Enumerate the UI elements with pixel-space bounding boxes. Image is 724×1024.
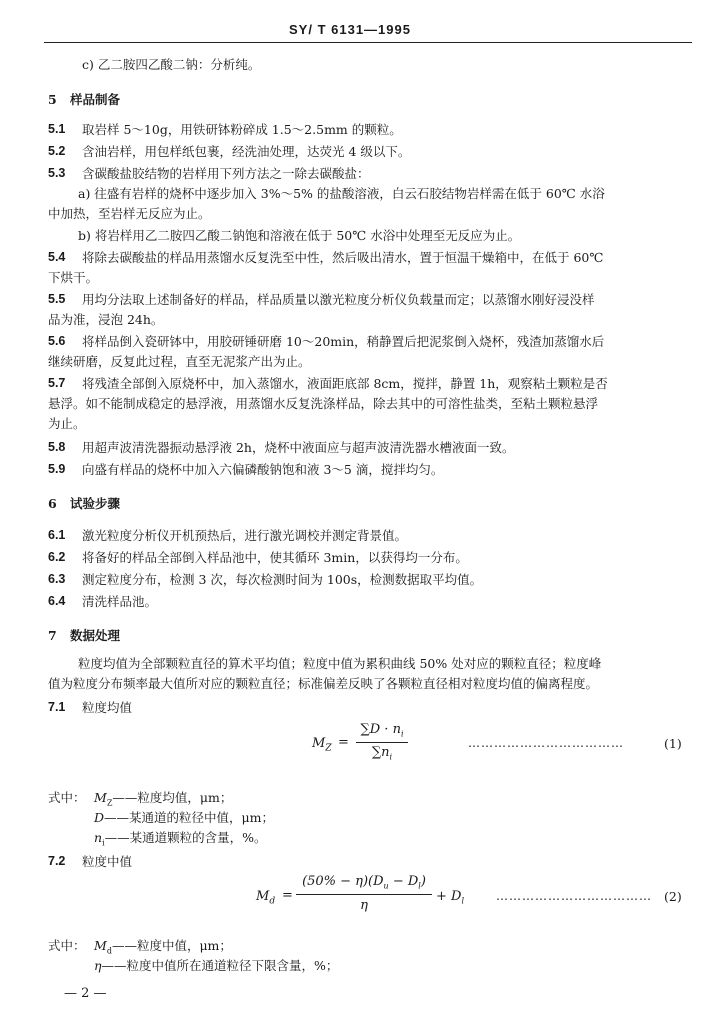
f1-equals: =	[338, 735, 349, 750]
clause-6-2-text: 将备好的样品全部倒入样品池中，使其循环 3min，以获得均一分布。	[82, 550, 468, 565]
clause-5-4-line2: 下烘干。	[48, 270, 99, 285]
w2-symbol-md: M	[94, 938, 107, 953]
f2-equals: =	[282, 888, 293, 903]
formula-1-leader-dots: ………………………………	[468, 736, 624, 750]
formula-1-number: (1)	[664, 736, 682, 751]
section-6-number: 6	[48, 496, 57, 511]
w2-eta-desc: ——粒度中值所在通道粒径下限含量，%；	[101, 958, 339, 973]
f1-fraction-bar	[356, 742, 408, 743]
clause-5-5-line1: 用均分法取上述制备好的样品，样品质量以激光粒度分析仪负载量而定；以蒸馏水刚好浸没样	[82, 292, 595, 307]
clause-5-7-line3: 为止。	[48, 416, 86, 431]
formula-2-leader-dots: ………………………………	[496, 889, 652, 903]
f2-lhs-sub: d	[269, 896, 276, 907]
section-5-number: 5	[48, 92, 57, 107]
clause-5-3-a-line1: a) 往盛有岩样的烧杯中逐步加入 3%～5% 的盐酸溶液，白云石胶结物岩样需在低于 60℃ 水浴	[78, 186, 605, 201]
clause-7-1-title: 粒度均值	[82, 700, 133, 715]
section-7-number: 7	[48, 628, 57, 643]
clause-5-5-number: 5.5	[48, 292, 66, 306]
clause-6-2-number: 6.2	[48, 550, 66, 564]
f2-fraction-bar	[296, 894, 432, 895]
clause-5-7-line2: 悬浮。如不能制成稳定的悬浮液，用蒸馏水反复洗涤样品，除去其中的可溶性盐类，至粘土颗粒悬浮	[48, 396, 599, 411]
paragraph-7-line1: 粒度均值为全部颗粒直径的算术平均值；粒度中值为累积曲线 50% 处对应的颗粒直径；粒度峰	[78, 656, 602, 671]
f2-numerator-mid: − D	[388, 874, 419, 889]
clause-5-8-number: 5.8	[48, 440, 66, 454]
w1-symbol-d: D	[94, 810, 105, 825]
clause-5-4-number: 5.4	[48, 250, 66, 264]
running-header: SY/ T 6131—1995	[289, 22, 411, 37]
header-rule	[44, 42, 692, 43]
clause-5-3-a-line2: 中加热，至岩样无反应为止。	[48, 206, 211, 221]
formula-2-number: (2)	[664, 889, 682, 904]
formula-2	[250, 872, 470, 922]
paragraph-7-line2: 值为粒度分布频率最大值所对应的颗粒直径；标准偏差反映了各颗粒直径相对粒度均值的偏离程度。	[48, 676, 599, 691]
clause-5-6-line1: 将样品倒入瓷研钵中，用胶研锤研磨 10～20min，稍静置后把泥浆倒入烧杯，残渣加蒸馏水后	[82, 334, 605, 349]
page-number: — 2 —	[64, 986, 107, 1001]
clause-5-9-text: 向盛有样品的烧杯中加入六偏磷酸钠饱和液 3～5 滴，搅拌均匀。	[82, 462, 444, 477]
where-2-lead: 式中：	[48, 938, 86, 953]
clause-6-1-number: 6.1	[48, 528, 66, 542]
w1-mz-desc: ——粒度均值，μm；	[112, 790, 233, 805]
f1-lhs-sub: Z	[325, 743, 332, 754]
f1-numerator-sub: i	[400, 729, 404, 739]
clause-5-2-number: 5.2	[48, 144, 66, 158]
list-item-c: c) 乙二胺四乙酸二钠：分析纯。	[82, 57, 261, 72]
clause-5-9-number: 5.9	[48, 462, 66, 476]
clause-5-5-line2: 品为准，浸泡 24h。	[48, 312, 164, 327]
clause-5-3-b: b) 将岩样用乙二胺四乙酸二钠饱和溶液在低于 50℃ 水浴中处理至无反应为止。	[78, 228, 521, 243]
f1-denominator: ∑n	[371, 745, 390, 760]
f2-denominator: η	[360, 898, 368, 913]
clause-5-4-line1: 将除去碳酸盐的样品用蒸馏水反复洗至中性，然后吸出清水，置于恒温干燥箱中，在低于 60℃	[82, 250, 604, 265]
clause-6-4-number: 6.4	[48, 594, 66, 608]
clause-5-1-number: 5.1	[48, 122, 66, 136]
clause-5-3-text: 含碳酸盐胶结物的岩样用下列方法之一除去碳酸盐：	[82, 166, 370, 181]
w1-symbol-n: n	[94, 830, 103, 845]
f2-numerator-end: )	[420, 874, 426, 889]
w2-symbol-md-sub: d	[106, 946, 112, 956]
section-7-title: 数据处理	[70, 628, 121, 643]
f1-lhs: M	[312, 736, 326, 751]
where-1-lead: 式中：	[48, 790, 86, 805]
clause-5-2-text: 含油岩样，用包样纸包裹，经洗油处理，达荧光 4 级以下。	[82, 144, 411, 159]
f1-denominator-sub: i	[389, 752, 393, 762]
w1-symbol-mz-sub: Z	[106, 798, 113, 808]
clause-7-2-title: 粒度中值	[82, 854, 133, 869]
clause-5-6-number: 5.6	[48, 334, 66, 348]
clause-6-3-text: 测定粒度分布，检测 3 次，每次检测时间为 100s，检测数据取平均值。	[82, 572, 483, 587]
f2-lhs: M	[256, 889, 270, 904]
f2-numerator-sub1: u	[383, 881, 389, 891]
clause-5-3-number: 5.3	[48, 166, 66, 180]
w1-symbol-mz: M	[94, 790, 107, 805]
w2-symbol-eta: η	[94, 958, 102, 973]
clause-7-2-number: 7.2	[48, 854, 66, 868]
w1-symbol-n-sub: i	[102, 838, 105, 848]
w1-n-desc: ——某通道颗粒的含量，%。	[104, 830, 267, 845]
clause-6-1-text: 激光粒度分析仪开机预热后，进行激光调校并测定背景值。	[82, 528, 408, 543]
w2-md-desc: ——粒度中值，μm；	[111, 938, 232, 953]
clause-5-8-text: 用超声波清洗器振动悬浮液 2h，烧杯中液面应与超声波清洗器水槽液面一致。	[82, 440, 515, 455]
clause-7-1-number: 7.1	[48, 700, 66, 714]
clause-5-1-text: 取岩样 5～10g，用铁研钵粉碎成 1.5～2.5mm 的颗粒。	[82, 122, 402, 137]
clause-6-4-text: 清洗样品池。	[82, 594, 158, 609]
clause-5-6-line2: 继续研磨，反复此过程，直至无泥浆产出为止。	[48, 354, 311, 369]
clause-5-7-line1: 将残渣全部倒入原烧杯中，加入蒸馏水，液面距底部 8cm，搅拌，静置 1h，观察粘土颗粒是否	[82, 376, 608, 391]
formula-1	[300, 720, 420, 770]
f2-plus-term: + D	[436, 889, 462, 904]
section-6-title: 试验步骤	[70, 496, 121, 511]
f2-numerator: (50% − η)(D	[302, 874, 384, 889]
f1-numerator: ∑D · n	[360, 722, 401, 737]
f2-plus-term-sub: l	[461, 896, 465, 906]
section-5-title: 样品制备	[70, 92, 121, 107]
f2-numerator-sub2: l	[418, 881, 421, 891]
w1-d-desc: ——某通道的粒径中值，μm；	[104, 810, 275, 825]
clause-5-7-number: 5.7	[48, 376, 66, 390]
clause-6-3-number: 6.3	[48, 572, 66, 586]
